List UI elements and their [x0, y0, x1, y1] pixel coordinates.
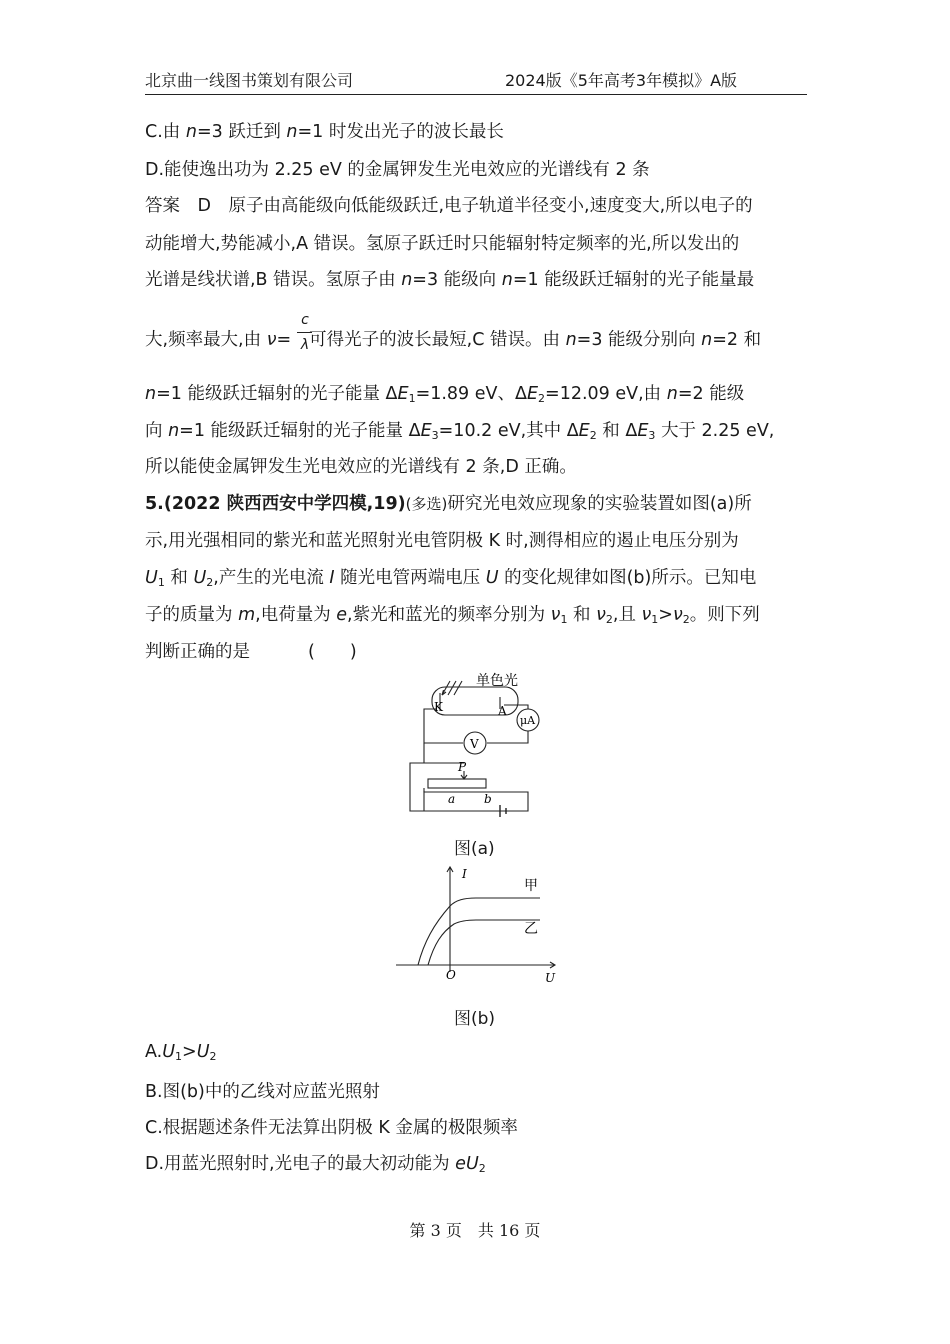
- curve-jia: [418, 898, 540, 965]
- fraction-numerator: c: [301, 312, 309, 328]
- answer-line-4: 大,频率最大,由 ν= 可得光子的波长最短,C 错误。由 n=3 能级分别向 n=2 和: [145, 330, 762, 350]
- figure-a-circuit: [400, 665, 550, 835]
- anode-label: A: [498, 704, 507, 718]
- origin-label: O: [446, 968, 456, 982]
- header-rule: [145, 94, 807, 95]
- question-5-line-3: $U_1$ 和 $U_2$,产生的光电流 I 随光电管两端电压 U 的变化规律如图(b)所示。已知电: [145, 568, 757, 589]
- answer-line-7: 所以能使金属钾发生光电效应的光谱线有 2 条,D 正确。: [145, 457, 577, 477]
- page-footer: 第 3 页 共 16 页: [409, 1221, 541, 1240]
- choice-a: $A.U_1>U_2$: [145, 1042, 217, 1063]
- cathode-label: K: [434, 700, 443, 714]
- figure-a-caption: 图(a): [454, 839, 495, 859]
- fraction-denominator: λ: [300, 337, 310, 353]
- slider-label: P: [458, 760, 467, 774]
- answer-line-1: 答案 D 原子由高能级向低能级跃迁,电子轨道半径变小,速度变大,所以电子的: [145, 196, 753, 216]
- ammeter-label: μA: [520, 714, 536, 727]
- wire-left-top: [424, 709, 463, 743]
- fraction-bar: [297, 332, 312, 333]
- wire-left-loop: [410, 743, 424, 811]
- light-label: 单色光: [476, 673, 518, 689]
- voltmeter-label: V: [470, 737, 479, 751]
- choice-d: D.用蓝光照射时,光电子的最大初动能为 $eU_2$: [145, 1154, 486, 1175]
- curve-jia-label: 甲: [524, 878, 538, 894]
- wire-right-top: [487, 731, 528, 743]
- u-axis-label: U: [545, 971, 556, 985]
- rheostat: [428, 779, 486, 788]
- answer-line-6: 向 n=1 能级跃迁辐射的光子能量 $\Delta E_3=10.2$ eV,其中 $\Delta E_2$ 和 $\Delta E_3$ 大于 2.25 eV,: [145, 421, 775, 442]
- figure-b-graph: [390, 862, 560, 992]
- question-5-line-2: 示,用光强相同的紫光和蓝光照射光电管阴极 K 时,测得相应的遏止电压分别为: [145, 531, 739, 551]
- i-axis-label: I: [462, 867, 467, 881]
- option-d-prev: D.能使逸出功为 2.25 eV 的金属钾发生光电效应的光谱线有 2 条: [145, 160, 650, 180]
- header-publisher: 北京曲一线图书策划有限公司: [145, 71, 354, 90]
- answer-line-2: 动能增大,势能减小,A 错误。氢原子跃迁时只能辐射特定频率的光,所以发出的: [145, 234, 740, 254]
- header-edition: 2024版《5年高考3年模拟》A版: [505, 71, 738, 90]
- answer-line-5: n=1 能级跃迁辐射的光子能量 $\Delta E_1=1.89$ eV、$\Delta E_2=12.09$ eV,由 n=2 能级: [145, 384, 745, 405]
- end-b-label: b: [484, 792, 492, 806]
- curve-yi-label: 乙: [524, 921, 538, 937]
- choice-b: B.图(b)中的乙线对应蓝光照射: [145, 1082, 380, 1102]
- figure-b-caption: 图(b): [454, 1009, 496, 1029]
- answer-blank: ( ): [308, 642, 357, 662]
- choice-c: C.根据题述条件无法算出阴极 K 金属的极限频率: [145, 1118, 518, 1138]
- answer-line-3: 光谱是线状谱,B 错误。氢原子由 n=3 能级向 n=1 能级跃迁辐射的光子能量最: [145, 270, 755, 290]
- question-5-line-4: 子的质量为 m,电荷量为 e,紫光和蓝光的频率分别为 $\nu_1$ 和 $\nu_2$,且 $\nu_1>\nu_2$。则下列: [145, 605, 760, 626]
- question-5-line-5: 判断正确的是 ( ): [145, 642, 357, 662]
- option-c-prev: C.由 n=3 跃迁到 n=1 时发出光子的波长最长: [145, 122, 504, 142]
- end-a-label: a: [448, 792, 456, 806]
- question-5-line-1: 5.(2022 陕西西安中学四模,19)(多选)研究光电效应现象的实验装置如图(a)所: [145, 494, 752, 514]
- wire-rheostat-right: [424, 788, 528, 811]
